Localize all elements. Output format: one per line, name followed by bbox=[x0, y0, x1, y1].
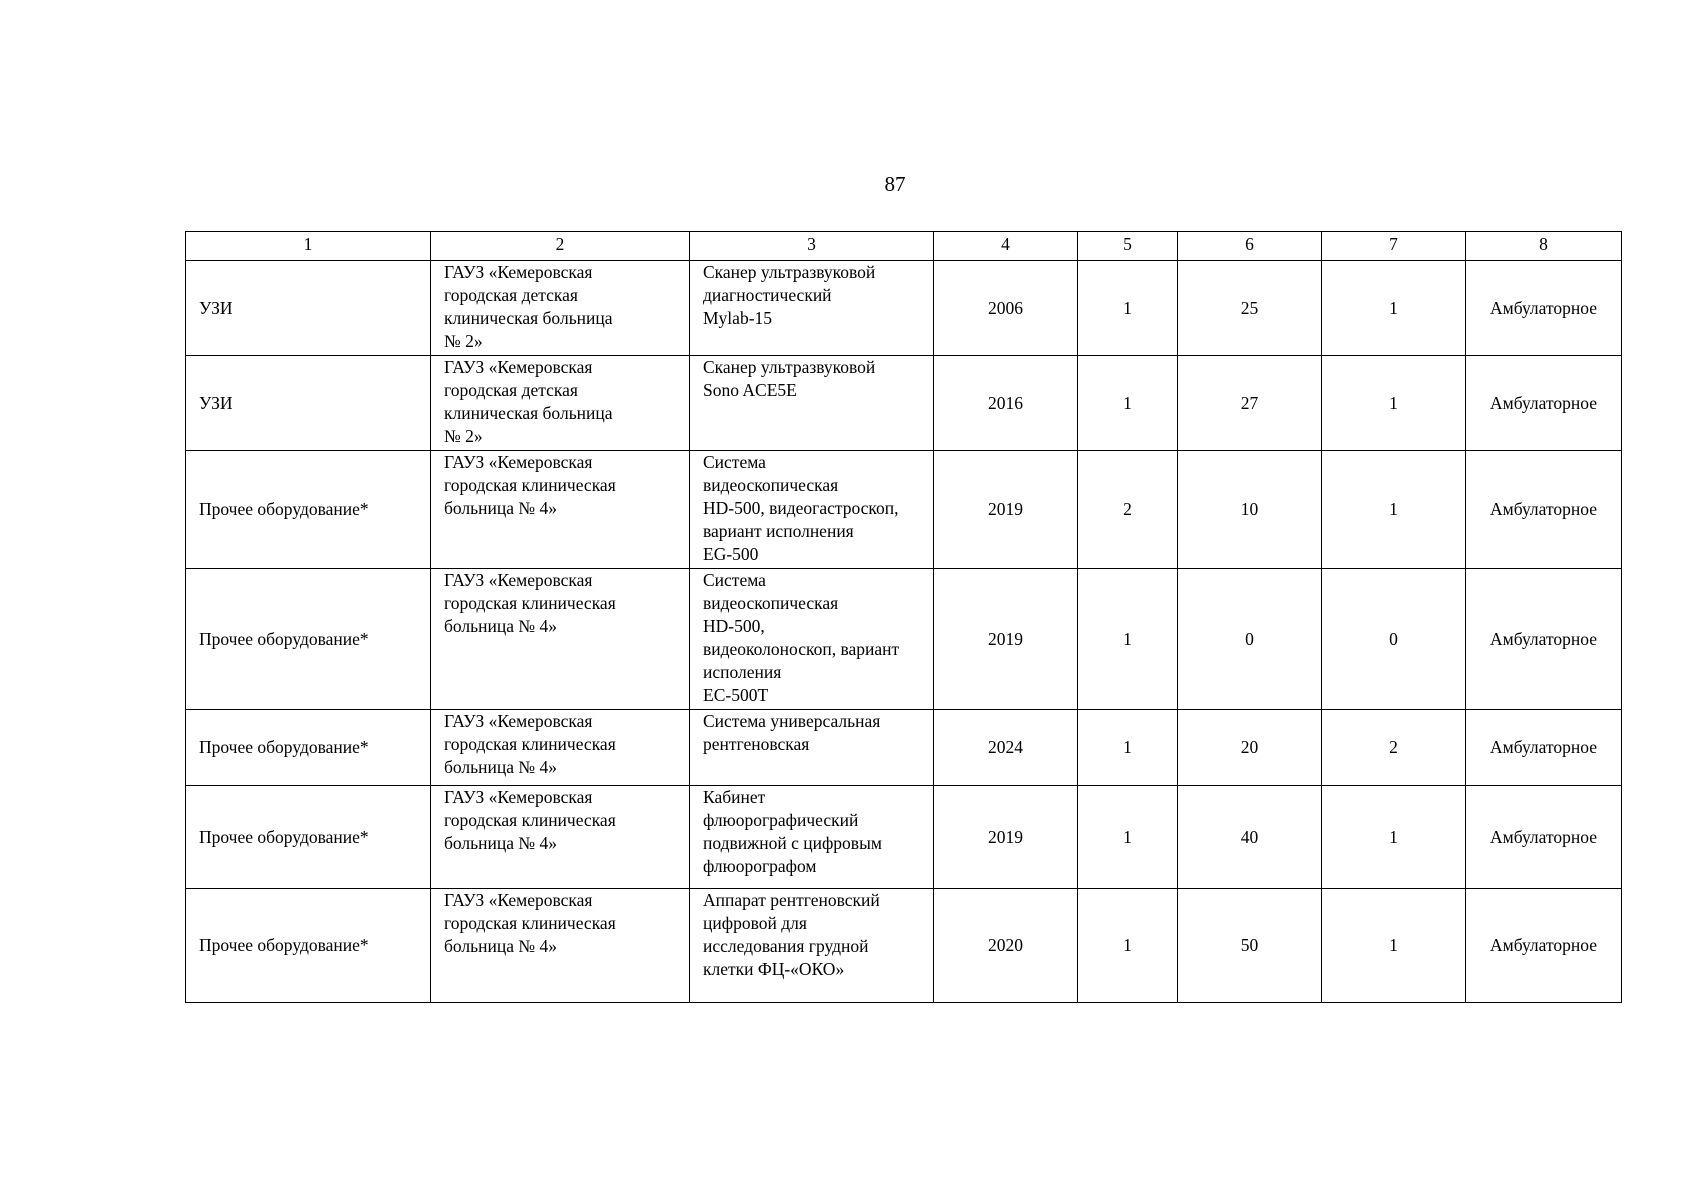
column-5-cell: 1 bbox=[1078, 786, 1178, 889]
column-7-cell: 1 bbox=[1322, 356, 1466, 451]
equipment-name-cell: Система универсальная рентгеновская bbox=[690, 710, 934, 786]
equipment-type-cell: Прочее оборудование* bbox=[186, 710, 431, 786]
column-6-cell: 27 bbox=[1178, 356, 1322, 451]
column-7-cell: 1 bbox=[1322, 261, 1466, 356]
table-row bbox=[186, 786, 1622, 889]
care-mode-cell: Амбулаторное bbox=[1466, 786, 1622, 889]
header-cell: 4 bbox=[934, 232, 1078, 261]
column-5-cell: 1 bbox=[1078, 889, 1178, 1003]
organization-cell: ГАУЗ «Кемеровская городская детская клиническая больница № 2» bbox=[431, 261, 690, 356]
care-mode-cell: Амбулаторное bbox=[1466, 710, 1622, 786]
column-5-cell: 1 bbox=[1078, 356, 1178, 451]
organization-cell: ГАУЗ «Кемеровская городская клиническая больница № 4» bbox=[431, 786, 690, 889]
care-mode-cell: Амбулаторное bbox=[1466, 569, 1622, 710]
column-6-cell: 0 bbox=[1178, 569, 1322, 710]
header-cell: 3 bbox=[690, 232, 934, 261]
column-5-cell: 1 bbox=[1078, 261, 1178, 356]
care-mode-cell: Амбулаторное bbox=[1466, 261, 1622, 356]
column-7-cell: 1 bbox=[1322, 889, 1466, 1003]
year-cell: 2020 bbox=[934, 889, 1078, 1003]
year-cell: 2019 bbox=[934, 786, 1078, 889]
header-row bbox=[186, 232, 1622, 261]
column-7-cell: 0 bbox=[1322, 569, 1466, 710]
equipment-name-cell: Система видеоскопическая HD-500, видеоколоноскоп, вариант исполения EC-500T bbox=[690, 569, 934, 710]
column-6-cell: 10 bbox=[1178, 451, 1322, 569]
column-5-cell: 1 bbox=[1078, 569, 1178, 710]
year-cell: 2024 bbox=[934, 710, 1078, 786]
equipment-type-cell: УЗИ bbox=[186, 261, 431, 356]
header-cell: 7 bbox=[1322, 232, 1466, 261]
year-cell: 2019 bbox=[934, 451, 1078, 569]
equipment-table bbox=[185, 231, 1622, 1003]
column-5-cell: 1 bbox=[1078, 710, 1178, 786]
table-row bbox=[186, 261, 1622, 356]
equipment-type-cell: Прочее оборудование* bbox=[186, 569, 431, 710]
header-cell: 8 bbox=[1466, 232, 1622, 261]
column-6-cell: 25 bbox=[1178, 261, 1322, 356]
care-mode-cell: Амбулаторное bbox=[1466, 889, 1622, 1003]
organization-cell: ГАУЗ «Кемеровская городская клиническая больница № 4» bbox=[431, 889, 690, 1003]
equipment-name-cell: Аппарат рентгеновский цифровой для исследования грудной клетки ФЦ-«ОКО» bbox=[690, 889, 934, 1003]
year-cell: 2019 bbox=[934, 569, 1078, 710]
organization-cell: ГАУЗ «Кемеровская городская клиническая больница № 4» bbox=[431, 710, 690, 786]
care-mode-cell: Амбулаторное bbox=[1466, 451, 1622, 569]
column-7-cell: 2 bbox=[1322, 710, 1466, 786]
table-row bbox=[186, 569, 1622, 710]
equipment-type-cell: Прочее оборудование* bbox=[186, 786, 431, 889]
year-cell: 2016 bbox=[934, 356, 1078, 451]
page-number: 87 bbox=[884, 172, 906, 196]
table-row bbox=[186, 451, 1622, 569]
equipment-name-cell: Сканер ультразвуковой диагностический Mylab-15 bbox=[690, 261, 934, 356]
table-row bbox=[186, 356, 1622, 451]
equipment-name-cell: Кабинет флюорографический подвижной с цифровым флюорографом bbox=[690, 786, 934, 889]
header-cell: 6 bbox=[1178, 232, 1322, 261]
column-7-cell: 1 bbox=[1322, 786, 1466, 889]
equipment-type-cell: Прочее оборудование* bbox=[186, 889, 431, 1003]
equipment-name-cell: Сканер ультразвуковой Sono ACE5E bbox=[690, 356, 934, 451]
table-row bbox=[186, 889, 1622, 1003]
header-cell: 1 bbox=[186, 232, 431, 261]
header-cell: 2 bbox=[431, 232, 690, 261]
organization-cell: ГАУЗ «Кемеровская городская клиническая больница № 4» bbox=[431, 451, 690, 569]
equipment-type-cell: Прочее оборудование* bbox=[186, 451, 431, 569]
header-cell: 5 bbox=[1078, 232, 1178, 261]
column-6-cell: 50 bbox=[1178, 889, 1322, 1003]
column-5-cell: 2 bbox=[1078, 451, 1178, 569]
column-7-cell: 1 bbox=[1322, 451, 1466, 569]
equipment-type-cell: УЗИ bbox=[186, 356, 431, 451]
column-6-cell: 40 bbox=[1178, 786, 1322, 889]
table-row bbox=[186, 710, 1622, 786]
equipment-name-cell: Система видеоскопическая HD-500, видеогастроскоп, вариант исполнения EG-500 bbox=[690, 451, 934, 569]
column-6-cell: 20 bbox=[1178, 710, 1322, 786]
organization-cell: ГАУЗ «Кемеровская городская детская клиническая больница № 2» bbox=[431, 356, 690, 451]
care-mode-cell: Амбулаторное bbox=[1466, 356, 1622, 451]
organization-cell: ГАУЗ «Кемеровская городская клиническая больница № 4» bbox=[431, 569, 690, 710]
year-cell: 2006 bbox=[934, 261, 1078, 356]
